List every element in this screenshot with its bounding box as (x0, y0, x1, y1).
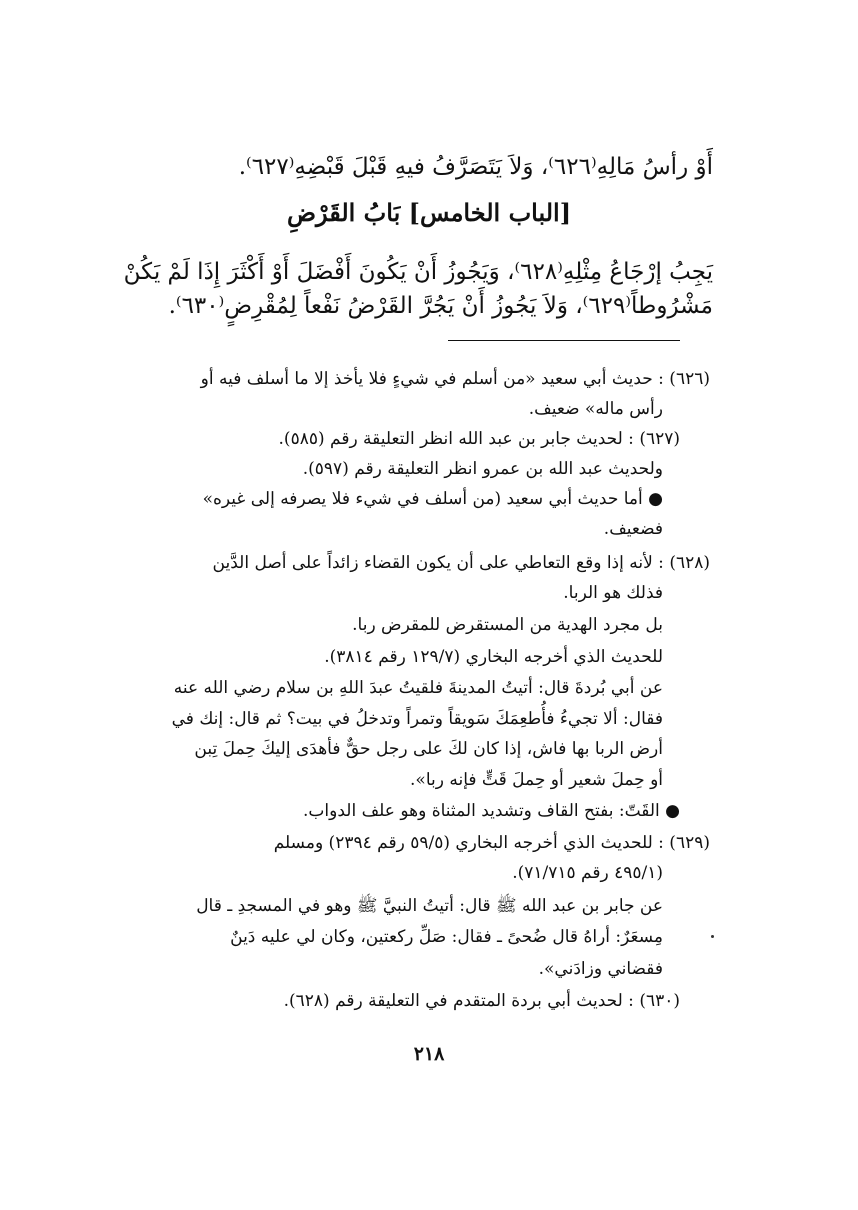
footnote-629-line-2: (٤٩٥/١ رقم ٧١/٧١٥). (512, 863, 663, 883)
footnote-626-line-1: (٦٢٦) : حديث أبي سعيد «من أسلم في شيءٍ فلا يأخذ إلا ما أسلف فيه أو (200, 369, 710, 389)
footnote-627-line-2: ولحديث عبد الله بن عمرو انظر التعليقة رقم (٥٩٧). (302, 459, 663, 479)
footnote-628-line-3: بل مجرد الهدية من المستقرض للمقرض ربا. (352, 615, 663, 635)
main-text-line-2: يَجِبُ إرْجَاعُ مِثْلِهِ⁽٦٢٨⁾، وَيَجُوزُ أَنْ يَكُونَ أَفْضَلَ أَوْ أَكْثَرَ إِذَا لَمْ يَكُنْ (123, 259, 713, 285)
main-text-line-3: مَشْرُوطاً⁽٦٢٩⁾، وَلاَ يَجُوزُ أَنْ يَجُرَّ القَرْضُ نَفْعاً لِمُقْرِضٍ⁽٦٣٠⁾. (168, 293, 713, 319)
footnote-627-line-4: فضعيف. (603, 519, 663, 539)
footnote-629-line-5: فقضاني وزادَني». (538, 959, 663, 979)
footnote-628-line-2: فذلك هو الربا. (563, 583, 663, 603)
footnote-629-line-4: مِسعَرٌ: أراهُ قال ضُحىً ـ فقال: صَلِّ ركعتين، وكان لي عليه دَينٌ (230, 927, 663, 947)
footnote-630-line-1: (٦٣٠) : لحديث أبي بردة المتقدم في التعليقة رقم (٦٢٨). (283, 991, 680, 1011)
footnote-628-line-8: أو حِملَ شعير أو حِملَ قَتٍّ فإنه ربا». (410, 770, 663, 790)
footnote-627-line-3: ● أما حديث أبي سعيد (من أسلف في شيء فلا يصرفه إلى غيره» (202, 489, 663, 509)
footnote-626-line-2: رأس ماله» ضعيف. (528, 399, 663, 419)
chapter-title: [الباب الخامس] بَابُ القَرْضِ (286, 198, 572, 227)
footnote-627-line-1: (٦٢٧) : لحديث جابر بن عبد الله انظر التعليقة رقم (٥٨٥). (278, 429, 680, 449)
footnote-628-line-5: عن أبي بُردةَ قال: أتيتُ المدينةَ فلقيتُ عبدَ اللهِ بن سلام رضي الله عنه (173, 678, 663, 698)
footnote-629-line-3: عن جابر بن عبد الله ﷺ قال: أتيتُ النبيَّ ﷺ وهو في المسجدِ ـ قال (196, 896, 663, 916)
main-text-line-1: أَوْ رأسُ مَالِهِ⁽٦٢٦⁾، وَلاَ يَتَصَرَّفُ فيهِ قَبْلَ قَبْضِهِ⁽٦٢٧⁾. (238, 154, 713, 180)
footnote-628-line-4: للحديث الذي أخرجه البخاري (١٢٩/٧ رقم ٣٨١٤). (324, 647, 663, 667)
footnote-separator (448, 340, 680, 341)
footnote-628-line-9: ● القَتّ: بفتح القاف وتشديد المثناة وهو علف الدواب. (303, 801, 680, 821)
page-number: ٢١٨ (413, 1043, 445, 1065)
footnote-628-line-7: أرض الربا بها فاش، إذا كان لكَ على رجل حقٌّ فأهدَى إليكَ حِملَ تِبن (194, 739, 663, 759)
margin-dot (711, 935, 714, 938)
footnote-628-line-1: (٦٢٨) : لأنه إذا وقع التعاطي على أن يكون القضاء زائداً على أصل الدَّين (212, 553, 710, 573)
footnote-629-line-1: (٦٢٩) : للحديث الذي أخرجه البخاري (٥٩/٥ رقم ٢٣٩٤) ومسلم (273, 833, 710, 853)
footnote-628-line-6: فقال: ألا تجيءُ فأُطعِمَكَ سَويقاً وتمراً وتدخلُ في بيت؟ ثم قال: إنك في (171, 709, 663, 729)
